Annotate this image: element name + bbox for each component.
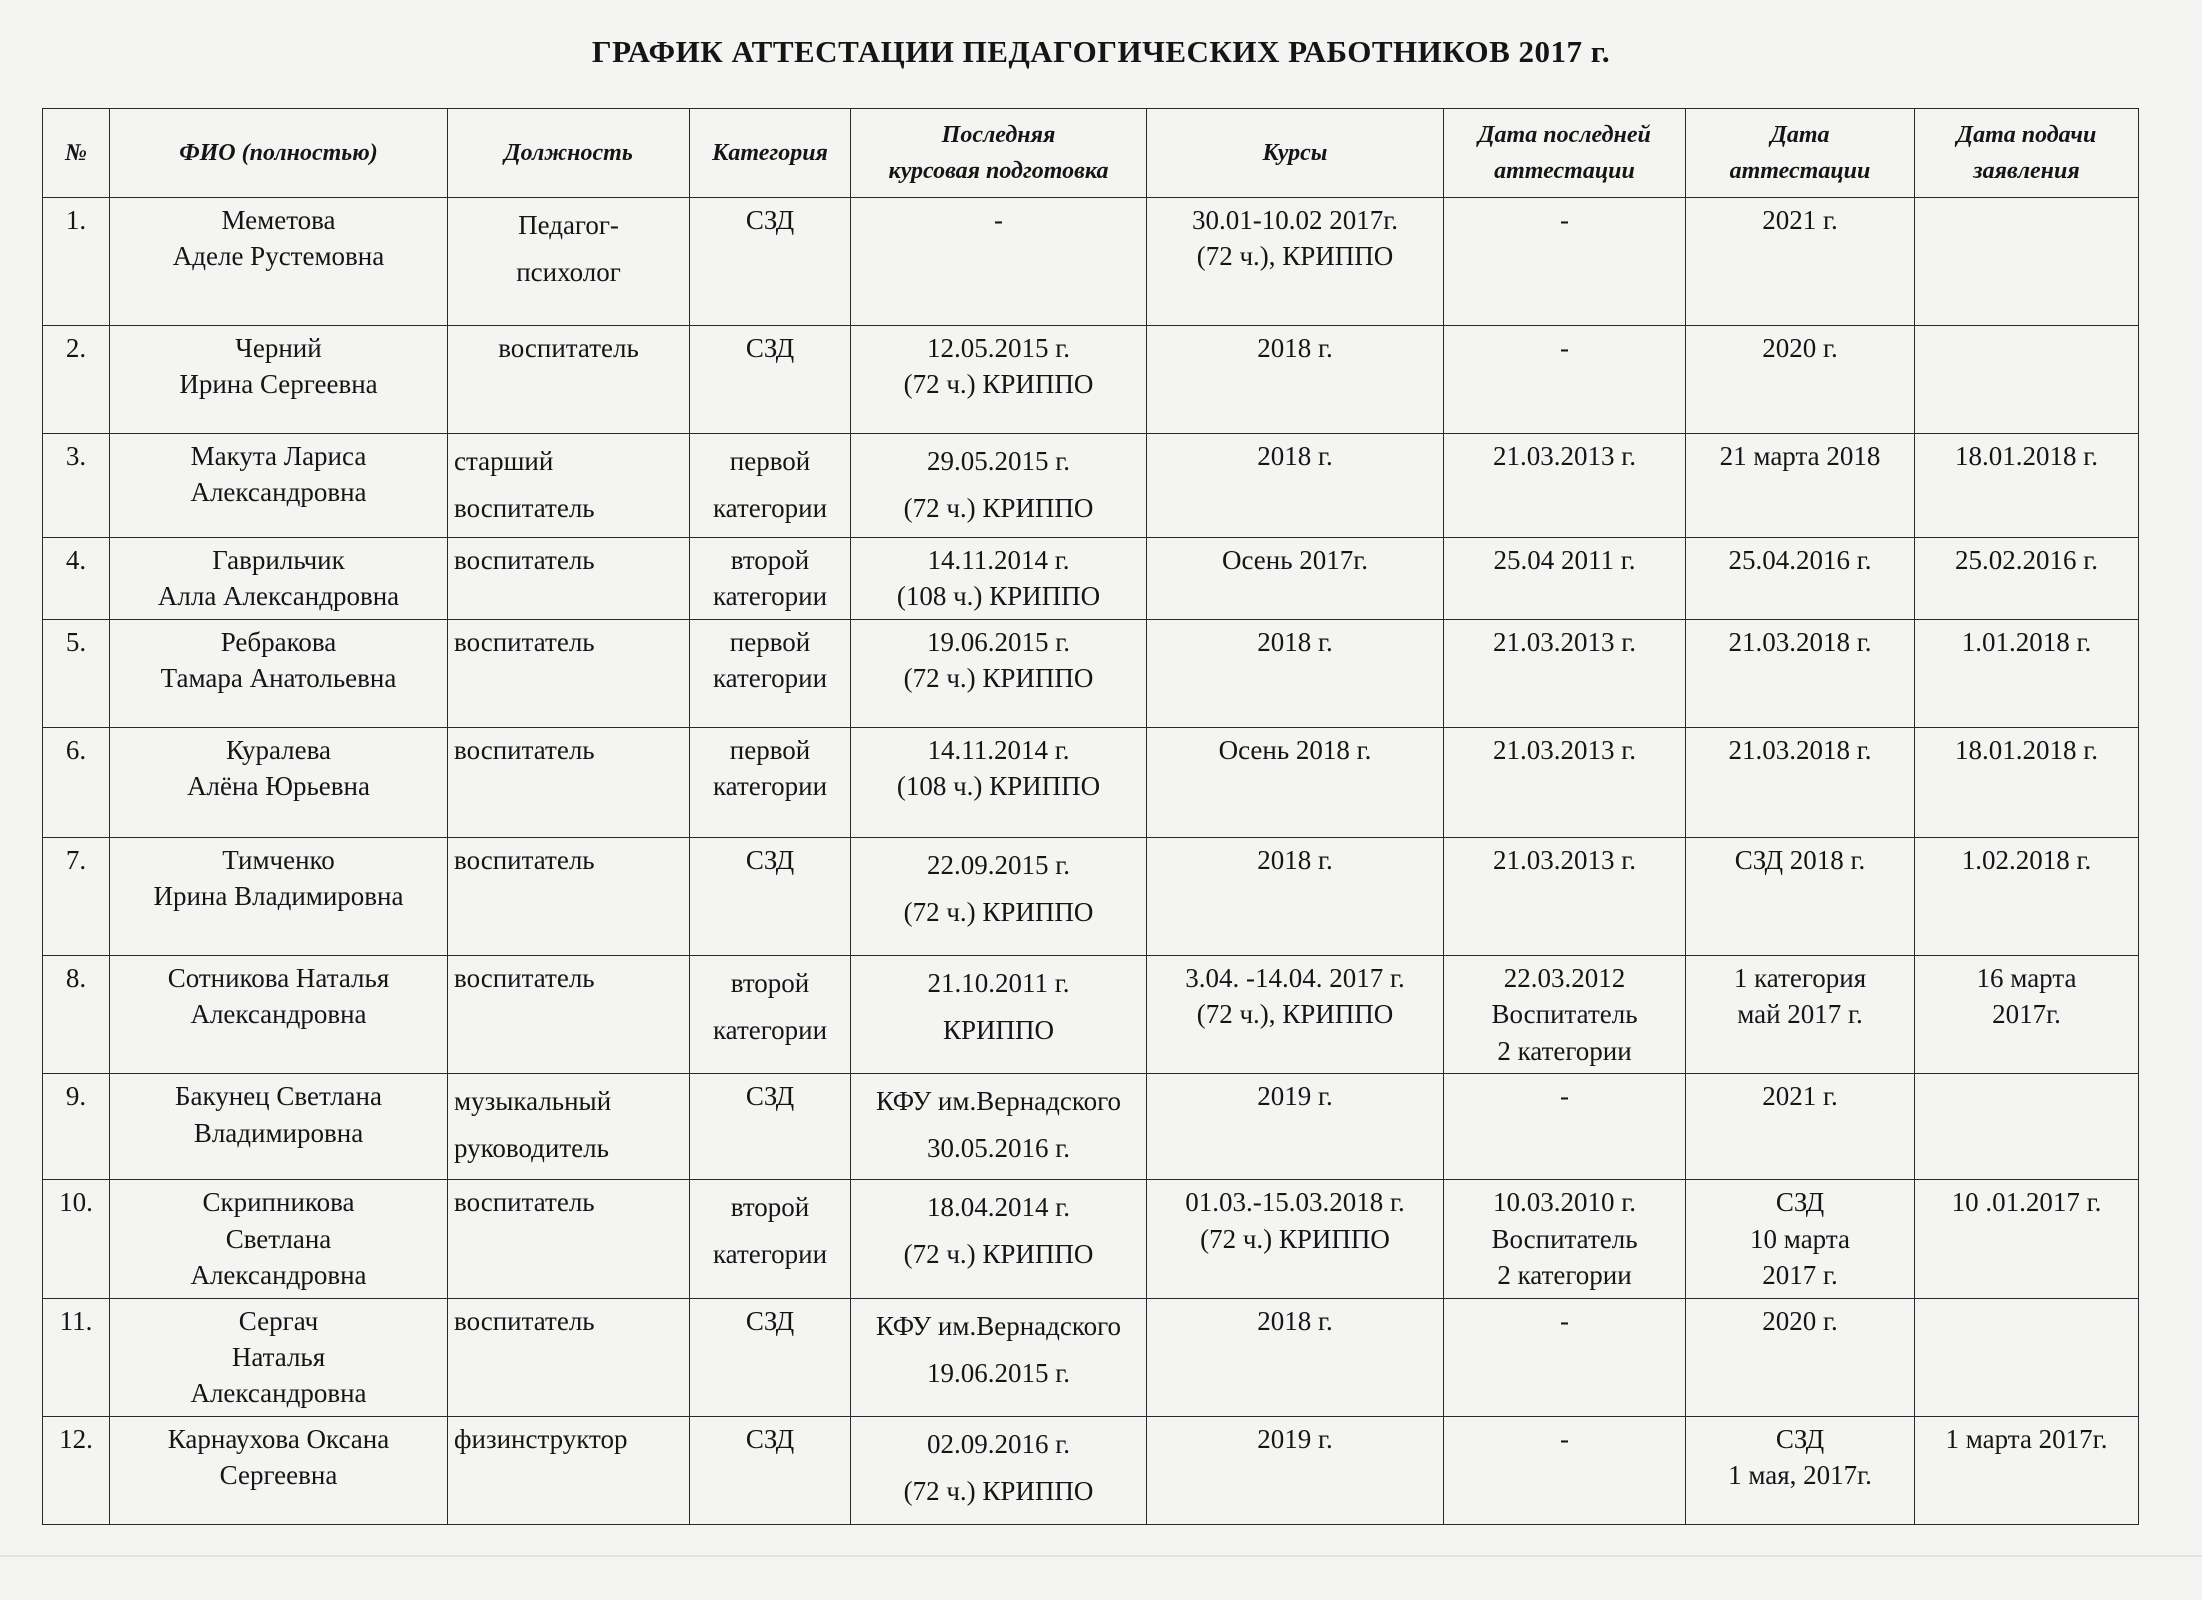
cell-full-name: [110, 198, 448, 326]
cell-attestation-date: [1686, 727, 1915, 837]
col-header-position: Должность: [448, 109, 690, 198]
cell-last-training-line: 30.05.2016 г.: [926, 1133, 1071, 1164]
cell-courses: [1147, 1298, 1444, 1416]
cell-position-line: Педагог-: [518, 210, 619, 240]
cell-last-attestation: [1444, 837, 1686, 955]
cell-last-training-line: КФУ им.Вернадского: [875, 1310, 1122, 1341]
cell-last-training: [851, 727, 1147, 837]
cell-position-line: физинструктор: [454, 1423, 628, 1454]
cell-courses-line: 30.01-10.02 2017г.: [1191, 205, 1399, 235]
cell-courses-line: Осень 2018 г.: [1218, 734, 1372, 765]
cell-category: [690, 837, 851, 955]
cell-num: 5.: [43, 619, 110, 727]
cell-full-name-line: Сотникова Наталья: [167, 962, 390, 993]
cell-position-line: руководитель: [454, 1133, 609, 1164]
cell-courses: [1147, 955, 1444, 1073]
col-header-application: [1915, 109, 2139, 198]
cell-last-attestation: [1444, 1180, 1686, 1298]
cell-application-date: [1915, 198, 2139, 326]
cell-last-training: [851, 1298, 1147, 1416]
cell-last-training: [851, 434, 1147, 538]
cell-last-attestation-line: Воспитатель: [1491, 1223, 1638, 1254]
cell-position: [448, 326, 690, 434]
cell-last-attestation: [1444, 619, 1686, 727]
col-header-num: №: [43, 109, 110, 198]
cell-attestation-date: [1686, 837, 1915, 955]
cell-full-name: [110, 619, 448, 727]
cell-full-name-line: Меметова: [221, 205, 336, 235]
col-header-category: Категория: [690, 109, 851, 198]
cell-attestation-date: [1686, 1180, 1915, 1298]
cell-position-line: психолог: [516, 257, 621, 288]
cell-position: [448, 1074, 690, 1180]
cell-category-line: СЗД: [745, 1423, 795, 1454]
cell-courses-line: (72 ч.) КРИППО: [1200, 1223, 1390, 1254]
cell-num: 2.: [43, 326, 110, 434]
table-row: [43, 1074, 2139, 1180]
cell-full-name: [110, 538, 448, 620]
cell-last-training-line: (72 ч.) КРИППО: [903, 1239, 1094, 1270]
cell-last-training-line: (72 ч.) КРИППО: [903, 663, 1094, 694]
cell-application-date: [1915, 955, 2139, 1073]
cell-last-attestation: [1444, 1074, 1686, 1180]
cell-last-attestation-line: 21.03.2013 г.: [1492, 844, 1637, 875]
cell-courses: [1147, 619, 1444, 727]
cell-category-line: категории: [712, 1239, 828, 1270]
cell-last-training-line: (72 ч.) КРИППО: [903, 1476, 1094, 1507]
cell-category-line: категории: [712, 1015, 828, 1046]
cell-full-name-line: Черний: [235, 333, 322, 363]
cell-full-name-line: Владимировна: [193, 1117, 364, 1148]
cell-attestation-date: [1686, 955, 1915, 1073]
cell-last-training: [851, 1416, 1147, 1524]
cell-application-date-line: 1.01.2018 г.: [1961, 626, 2092, 657]
cell-last-attestation: [1444, 326, 1686, 434]
cell-num: 9.: [43, 1074, 110, 1180]
cell-last-training: [851, 198, 1147, 326]
table-row: [43, 727, 2139, 837]
cell-courses: [1147, 1180, 1444, 1298]
cell-application-date: [1915, 1298, 2139, 1416]
cell-last-attestation-line: 21.03.2013 г.: [1492, 626, 1637, 657]
cell-courses-line: 2018 г.: [1257, 333, 1333, 363]
col-header-last-training-line: Последняя: [941, 122, 1056, 148]
cell-position-line: воспитатель: [454, 1305, 595, 1336]
cell-full-name: [110, 326, 448, 434]
cell-position-line: воспитатель: [454, 962, 595, 993]
cell-position-line: воспитатель: [498, 333, 639, 363]
cell-application-date: [1915, 1416, 2139, 1524]
cell-position: [448, 1416, 690, 1524]
cell-courses: [1147, 538, 1444, 620]
cell-category-line: СЗД: [745, 844, 795, 875]
table-row: [43, 837, 2139, 955]
cell-last-training: [851, 619, 1147, 727]
cell-courses-line: 2018 г.: [1257, 626, 1333, 657]
cell-full-name-line: Аделе Рустемовна: [172, 241, 385, 272]
cell-last-attestation: [1444, 1298, 1686, 1416]
cell-last-attestation: [1444, 198, 1686, 326]
cell-application-date: [1915, 1180, 2139, 1298]
cell-last-training: [851, 1074, 1147, 1180]
cell-courses-line: (72 ч.), КРИППО: [1196, 241, 1394, 272]
cell-full-name-line: Ирина Сергеевна: [179, 369, 378, 400]
cell-attestation-date-line: май 2017 г.: [1737, 999, 1863, 1030]
cell-last-training: [851, 1180, 1147, 1298]
cell-last-training: [851, 955, 1147, 1073]
cell-position: [448, 837, 690, 955]
cell-application-date: [1915, 1074, 2139, 1180]
cell-last-attestation-line: -: [1560, 1423, 1569, 1454]
cell-full-name-line: Наталья: [231, 1341, 326, 1372]
cell-full-name-line: Александровна: [190, 1260, 367, 1291]
cell-last-training-line: 19.06.2015 г.: [926, 626, 1071, 657]
col-header-attestation: [1686, 109, 1915, 198]
cell-position: [448, 727, 690, 837]
cell-full-name: [110, 434, 448, 538]
cell-category-line: второй: [730, 1192, 810, 1223]
cell-position-line: воспитатель: [454, 545, 595, 575]
cell-category-line: первой: [729, 734, 811, 765]
cell-full-name-line: Александровна: [190, 1378, 367, 1409]
cell-category: [690, 538, 851, 620]
cell-full-name: [110, 1416, 448, 1524]
cell-application-date-line: 25.02.2016 г.: [1954, 545, 2099, 575]
cell-courses-line: 2018 г.: [1257, 1305, 1333, 1336]
table-body: [43, 198, 2139, 1525]
cell-full-name-line: Тамара Анатольевна: [160, 663, 397, 694]
cell-last-attestation-line: -: [1560, 1081, 1569, 1112]
cell-full-name-line: Ирина Владимировна: [153, 881, 404, 912]
cell-application-date-line: 10 .01.2017 г.: [1951, 1187, 2102, 1218]
cell-num: 1.: [43, 198, 110, 326]
cell-full-name-line: Сергач: [238, 1305, 319, 1336]
cell-category-line: второй: [730, 967, 810, 998]
cell-courses: [1147, 434, 1444, 538]
cell-position: [448, 1180, 690, 1298]
table-row: [43, 619, 2139, 727]
cell-last-training-line: -: [994, 205, 1003, 235]
cell-attestation-date-line: 21 марта 2018: [1719, 441, 1881, 471]
cell-full-name-line: Карнаухова Оксана: [167, 1423, 390, 1454]
cell-courses-line: (72 ч.), КРИППО: [1196, 999, 1394, 1030]
cell-attestation-date-line: СЗД 2018 г.: [1734, 844, 1866, 875]
cell-full-name-line: Скрипникова: [202, 1187, 355, 1218]
cell-full-name-line: Макута Лариса: [190, 441, 367, 471]
col-header-courses: Курсы: [1147, 109, 1444, 198]
header-row: [43, 109, 2139, 198]
cell-position: [448, 955, 690, 1073]
col-header-last-training: [851, 109, 1147, 198]
cell-category-line: категории: [712, 493, 828, 524]
cell-full-name: [110, 727, 448, 837]
cell-last-training-line: 19.06.2015 г.: [926, 1357, 1071, 1388]
cell-last-attestation-line: -: [1560, 205, 1569, 235]
cell-last-attestation: [1444, 955, 1686, 1073]
table-row: [43, 1298, 2139, 1416]
cell-application-date: [1915, 727, 2139, 837]
cell-position-line: воспитатель: [454, 493, 595, 524]
cell-last-training-line: КФУ им.Вернадского: [875, 1086, 1122, 1117]
cell-courses: [1147, 837, 1444, 955]
cell-application-date-line: 1.02.2018 г.: [1961, 844, 2092, 875]
cell-last-training-line: 14.11.2014 г.: [927, 734, 1070, 765]
cell-attestation-date: [1686, 1298, 1915, 1416]
cell-attestation-date: [1686, 434, 1915, 538]
cell-courses-line: 2018 г.: [1257, 441, 1333, 471]
cell-num: 7.: [43, 837, 110, 955]
table-row: [43, 198, 2139, 326]
cell-attestation-date-line: 2020 г.: [1762, 333, 1838, 363]
cell-full-name-line: Тимченко: [222, 844, 335, 875]
cell-application-date: [1915, 326, 2139, 434]
cell-application-date-line: 2017г.: [1992, 999, 2061, 1030]
col-header-last-training-line: курсовая подготовка: [888, 158, 1109, 184]
cell-courses-line: 01.03.-15.03.2018 г.: [1185, 1187, 1405, 1218]
cell-attestation-date-line: СЗД: [1775, 1423, 1825, 1454]
cell-position: [448, 619, 690, 727]
cell-attestation-date: [1686, 619, 1915, 727]
cell-position: [448, 538, 690, 620]
cell-full-name-line: Александровна: [190, 999, 367, 1030]
cell-last-attestation-line: Воспитатель: [1491, 999, 1638, 1030]
document-title: ГРАФИК АТТЕСТАЦИИ ПЕДАГОГИЧЕСКИХ РАБОТНИКОВ 2017 г.: [591, 34, 1611, 69]
cell-last-training-line: 12.05.2015 г.: [926, 333, 1071, 363]
cell-last-attestation-line: 2 категории: [1497, 1260, 1632, 1291]
cell-last-attestation: [1444, 538, 1686, 620]
cell-full-name: [110, 1180, 448, 1298]
cell-category-line: СЗД: [745, 1081, 795, 1112]
attestation-schedule-table: [42, 108, 2139, 1525]
table-row: [43, 1416, 2139, 1524]
cell-full-name-line: Светлана: [225, 1223, 332, 1254]
cell-full-name-line: Бакунец Светлана: [175, 1081, 382, 1112]
cell-last-training-line: КРИППО: [942, 1015, 1055, 1046]
cell-full-name: [110, 837, 448, 955]
table-row: [43, 955, 2139, 1073]
cell-attestation-date: [1686, 1416, 1915, 1524]
cell-last-training-line: 18.04.2014 г.: [926, 1192, 1071, 1223]
col-header-last-attestation-line: Дата последней: [1478, 122, 1651, 148]
cell-attestation-date-line: СЗД: [1775, 1187, 1825, 1218]
cell-attestation-date-line: 2021 г.: [1762, 205, 1838, 235]
cell-attestation-date-line: 2017 г.: [1762, 1260, 1838, 1291]
cell-attestation-date-line: 2020 г.: [1762, 1305, 1838, 1336]
col-header-application-line: заявления: [1973, 158, 2080, 184]
cell-category: [690, 434, 851, 538]
cell-last-training-line: 21.10.2011 г.: [927, 967, 1070, 998]
col-header-application-line: Дата подачи: [1956, 122, 2097, 148]
cell-attestation-date: [1686, 198, 1915, 326]
col-header-attestation-line: аттестации: [1729, 158, 1871, 184]
table-row: [43, 1180, 2139, 1298]
cell-attestation-date: [1686, 1074, 1915, 1180]
cell-category-line: первой: [729, 626, 811, 657]
cell-courses: [1147, 198, 1444, 326]
cell-last-training-line: (72 ч.) КРИППО: [903, 369, 1094, 400]
cell-application-date: [1915, 837, 2139, 955]
cell-courses-line: 3.04. -14.04. 2017 г.: [1185, 962, 1405, 993]
cell-last-training: [851, 326, 1147, 434]
cell-attestation-date-line: 1 мая, 2017г.: [1728, 1460, 1872, 1491]
cell-last-training-line: (72 ч.) КРИППО: [903, 493, 1094, 524]
cell-category: [690, 326, 851, 434]
cell-full-name-line: Куралева: [225, 734, 332, 765]
col-header-last-attestation: [1444, 109, 1686, 198]
cell-num: 11.: [43, 1298, 110, 1416]
cell-position: [448, 1298, 690, 1416]
cell-position: [448, 198, 690, 326]
cell-attestation-date: [1686, 538, 1915, 620]
page-fold-line: [0, 1555, 2202, 1557]
cell-last-training-line: 29.05.2015 г.: [926, 446, 1071, 476]
cell-num: 4.: [43, 538, 110, 620]
col-header-name: ФИО (полностью): [110, 109, 448, 198]
cell-attestation-date-line: 2021 г.: [1762, 1081, 1838, 1112]
cell-num: 8.: [43, 955, 110, 1073]
cell-full-name: [110, 1074, 448, 1180]
cell-last-training-line: (108 ч.) КРИППО: [896, 771, 1101, 802]
cell-application-date-line: 16 марта: [1976, 962, 2077, 993]
cell-position-line: воспитатель: [454, 1187, 595, 1218]
cell-application-date-line: 18.01.2018 г.: [1954, 441, 2099, 471]
cell-category: [690, 1180, 851, 1298]
cell-courses-line: 2018 г.: [1257, 844, 1333, 875]
cell-num: 3.: [43, 434, 110, 538]
cell-last-attestation: [1444, 727, 1686, 837]
cell-last-attestation-line: 21.03.2013 г.: [1492, 734, 1637, 765]
cell-attestation-date-line: 21.03.2018 г.: [1728, 734, 1872, 765]
cell-attestation-date-line: 21.03.2018 г.: [1728, 626, 1872, 657]
cell-position-line: старший: [454, 446, 554, 476]
cell-last-training-line: 02.09.2016 г.: [926, 1428, 1071, 1459]
cell-courses-line: 2019 г.: [1257, 1423, 1333, 1454]
cell-num: 10.: [43, 1180, 110, 1298]
cell-last-training-line: (108 ч.) КРИППО: [896, 581, 1101, 612]
cell-last-training-line: (72 ч.) КРИППО: [903, 897, 1094, 928]
cell-application-date-line: 1 марта 2017г.: [1945, 1423, 2108, 1454]
cell-attestation-date: [1686, 326, 1915, 434]
cell-full-name: [110, 1298, 448, 1416]
cell-position: [448, 434, 690, 538]
cell-category: [690, 1298, 851, 1416]
cell-last-training-line: 22.09.2015 г.: [926, 849, 1071, 880]
cell-position-line: музыкальный: [454, 1086, 612, 1117]
cell-courses: [1147, 1416, 1444, 1524]
cell-position-line: воспитатель: [454, 734, 595, 765]
col-header-attestation-line: Дата: [1770, 122, 1830, 148]
cell-attestation-date-line: 1 категория: [1733, 962, 1867, 993]
cell-last-attestation: [1444, 1416, 1686, 1524]
table-row: [43, 538, 2139, 620]
cell-last-attestation-line: -: [1560, 1305, 1569, 1336]
cell-category: [690, 1074, 851, 1180]
cell-last-attestation-line: 25.04 2011 г.: [1493, 545, 1636, 575]
col-header-last-attestation-line: аттестации: [1494, 158, 1635, 184]
cell-attestation-date-line: 10 марта: [1750, 1223, 1850, 1254]
cell-full-name-line: Сергеевна: [219, 1460, 338, 1491]
cell-category: [690, 727, 851, 837]
cell-num: 6.: [43, 727, 110, 837]
cell-num: 12.: [43, 1416, 110, 1524]
cell-courses-line: Осень 2017г.: [1221, 545, 1369, 575]
cell-courses: [1147, 1074, 1444, 1180]
cell-courses: [1147, 326, 1444, 434]
cell-category: [690, 619, 851, 727]
cell-category-line: категории: [712, 581, 828, 612]
cell-full-name-line: Александровна: [190, 477, 367, 508]
cell-full-name-line: Алла Александровна: [157, 581, 400, 612]
cell-application-date-line: 18.01.2018 г.: [1954, 734, 2099, 765]
cell-category: [690, 198, 851, 326]
cell-last-training: [851, 837, 1147, 955]
cell-last-attestation: [1444, 434, 1686, 538]
cell-full-name: [110, 955, 448, 1073]
cell-category-line: категории: [712, 663, 828, 694]
cell-position-line: воспитатель: [454, 626, 595, 657]
cell-last-attestation-line: 10.03.2010 г.: [1492, 1187, 1637, 1218]
cell-position-line: воспитатель: [454, 844, 595, 875]
cell-last-attestation-line: 2 категории: [1497, 1035, 1632, 1066]
cell-category-line: категории: [712, 771, 828, 802]
table-row: [43, 434, 2139, 538]
cell-last-attestation-line: -: [1560, 333, 1569, 363]
cell-last-training: [851, 538, 1147, 620]
cell-category: [690, 955, 851, 1073]
cell-category-line: второй: [730, 545, 810, 575]
cell-last-attestation-line: 21.03.2013 г.: [1492, 441, 1637, 471]
cell-category-line: СЗД: [745, 205, 795, 235]
cell-last-attestation-line: 22.03.2012: [1503, 962, 1626, 993]
cell-courses: [1147, 727, 1444, 837]
cell-category-line: первой: [729, 446, 811, 476]
cell-attestation-date-line: 25.04.2016 г.: [1728, 545, 1872, 575]
cell-full-name-line: Гаврильчик: [212, 545, 345, 575]
cell-category-line: СЗД: [745, 333, 795, 363]
cell-application-date: [1915, 619, 2139, 727]
cell-category: [690, 1416, 851, 1524]
cell-application-date: [1915, 538, 2139, 620]
cell-category-line: СЗД: [745, 1305, 795, 1336]
cell-full-name-line: Алёна Юрьевна: [187, 771, 370, 802]
table-row: [43, 326, 2139, 434]
cell-last-training-line: 14.11.2014 г.: [927, 545, 1070, 575]
cell-application-date: [1915, 434, 2139, 538]
cell-full-name-line: Ребракова: [220, 626, 337, 657]
cell-courses-line: 2019 г.: [1257, 1081, 1333, 1112]
